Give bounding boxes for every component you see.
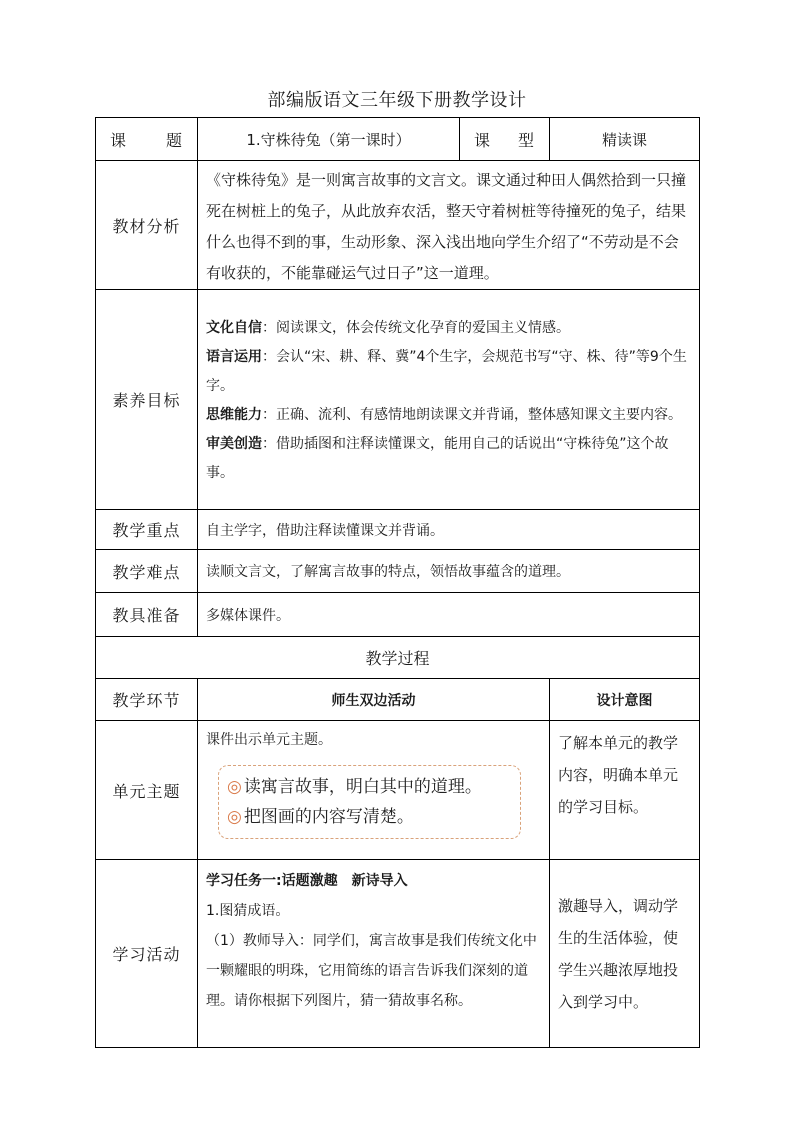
lesson-plan-table bbox=[95, 117, 700, 1048]
process-col-stage: 教学环节 bbox=[96, 679, 198, 721]
tools-text: 多媒体课件。 bbox=[198, 593, 700, 637]
task-step: 1.图猜成语。 bbox=[206, 903, 290, 919]
analysis-text: 《守株待兔》是一则寓言故事的文言文。课文通过种田人偶然拾到一只撞死在树桩上的兔子，从此放弃农活，整天守着树桩等待撞死的兔子，结果什么也得不到的事，生动形象、深入浅出地向学生介绍了“不劳动是不会有收获的，不能靠碰运气过日子”这一道理。 bbox=[198, 161, 700, 290]
unit-theme-activity bbox=[198, 721, 550, 860]
label-lesson-type: 课 型 bbox=[460, 118, 550, 161]
goal-item: 文化自信：阅读课文，体会传统文化孕育的爱国主义情感。 bbox=[206, 319, 570, 336]
learning-intent: 激趣导入，调动学生的生活体验，使学生兴趣浓厚地投入到学习中。 bbox=[550, 860, 700, 1048]
theme-line: ◎ 把图画的内容写清楚。 bbox=[227, 807, 414, 827]
circle-bullet-icon: ◎ bbox=[227, 777, 242, 797]
goal-item: 审美创造：借助插图和注释读懂课文，能用自己的话说出“守株待兔”这个故事。 bbox=[206, 435, 669, 481]
label-goals: 素养目标 bbox=[96, 290, 198, 510]
document-title: 部编版语文三年级下册教学设计 bbox=[267, 90, 527, 111]
label-learning: 学习活动 bbox=[96, 860, 198, 1048]
task-detail: （1）教师导入：同学们，寓言故事是我们传统文化中一颗耀眼的明珠，它用简练的语言告诉我们深刻的道理。请你根据下列图片，猜一猜故事名称。 bbox=[206, 933, 537, 1009]
unit-theme-intent: 了解本单元的教学内容，明确本单元的学习目标。 bbox=[550, 721, 700, 860]
goal-item: 语言运用：会认“宋、耕、释、冀”4个生字，会规范书写“守、株、待”等9个生字。 bbox=[206, 348, 687, 394]
goals-content bbox=[198, 290, 700, 510]
lesson-name: 1.守株待兔（第一课时） bbox=[198, 118, 460, 161]
process-title: 教学过程 bbox=[96, 637, 700, 679]
label-analysis: 教材分析 bbox=[96, 161, 198, 290]
label-difficulty: 教学难点 bbox=[96, 550, 198, 593]
label-lesson-title: 课 题 bbox=[96, 118, 198, 161]
goal-item: 思维能力：正确、流利、有感情地朗读课文并背诵，整体感知课文主要内容。 bbox=[206, 406, 682, 423]
label-unit-theme: 单元主题 bbox=[96, 721, 198, 860]
task-heading: 学习任务一:话题激趣 新诗导入 bbox=[206, 873, 408, 889]
label-tools: 教具准备 bbox=[96, 593, 198, 637]
lesson-type: 精读课 bbox=[550, 118, 700, 161]
theme-line: ◎ 读寓言故事，明白其中的道理。 bbox=[227, 777, 482, 797]
process-col-intent: 设计意图 bbox=[550, 679, 700, 721]
unit-theme-box bbox=[218, 765, 521, 839]
difficulty-text: 读顺文言文，了解寓言故事的特点，领悟故事蕴含的道理。 bbox=[198, 550, 700, 593]
focus-text: 自主学字，借助注释读懂课文并背诵。 bbox=[198, 510, 700, 550]
process-col-activity: 师生双边活动 bbox=[198, 679, 550, 721]
learning-activity bbox=[198, 860, 550, 1048]
circle-bullet-icon: ◎ bbox=[227, 807, 242, 827]
unit-theme-text: 课件出示单元主题。 bbox=[206, 732, 332, 748]
label-focus: 教学重点 bbox=[96, 510, 198, 550]
